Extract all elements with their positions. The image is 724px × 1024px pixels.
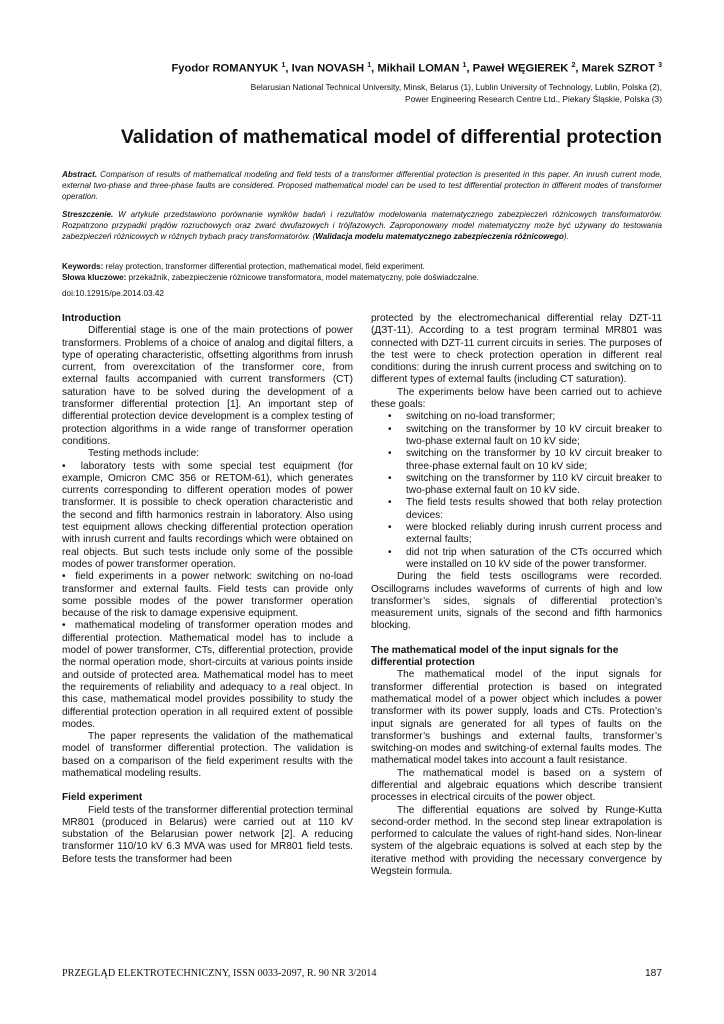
experiment-list xyxy=(371,411,662,571)
paragraph: Field tests of the transformer differential protection terminal MR801 (produced in Belarus) were carried out at 110 kV substation of the Belarusian power network [2]. A reducing transformer 110/10 kV 6.3 MVA was used for MR801 field tests. Before tests the transformer had been xyxy=(62,804,353,865)
affiliation-line: Belarusian National Technical University, Minsk, Belarus (1), Lublin University of Technology, Lublin, Polska (2), xyxy=(250,82,662,92)
doi: doi:10.12915/pe.2014.03.42 xyxy=(62,289,164,298)
author-name: Mikhail LOMAN xyxy=(377,62,460,75)
author-affiliation-mark: 2 xyxy=(571,62,576,69)
journal-citation: PRZEGLĄD ELEKTROTECHNICZNY, ISSN 0033-2097, R. 90 NR 3/2014 xyxy=(62,968,377,979)
keywords-text: relay protection, transformer differential protection, mathematical model, field experiment. xyxy=(105,262,425,271)
author-name: Paweł WĘGIEREK xyxy=(472,62,569,75)
keywords-label: Keywords: xyxy=(62,262,104,271)
author-name: Fyodor ROMANYUK xyxy=(171,62,279,75)
paragraph: The differential equations are solved by Runge-Kutta second-order method. In the second step linear extrapolation is performed to calculate the values of right-hand sides. Non-linear system of the algebraic equations is solved at each step by the iterative method with providing the necessary convergence by Wegstein formula. xyxy=(371,804,662,878)
author-affiliation-mark: 3 xyxy=(658,62,662,69)
streszczenie-text: W artykule przedstawiono porównanie wyników badań i rezultatów modelowania matematycznego zabezpieczeń różnicowych transformatorów. Rozpatrzono przypadki prądów rozruchowych oraz zwarć dwufazowych i trójfazowych. Zaproponowany model matematyczny może być używany do testowania zabezpieczeń różnicowych w różnych trybach pracy transformatorów. xyxy=(62,210,662,241)
slowa-kluczowe-line xyxy=(62,273,662,284)
author-affiliation-mark: 1 xyxy=(281,62,286,69)
list-item: • switching on the transformer by 10 kV circuit breaker to two-phase external fault on 10 kV side; xyxy=(371,424,662,449)
keywords-block xyxy=(62,262,662,284)
list-item: • were blocked reliably during inrush current process and external faults; xyxy=(371,522,662,547)
streszczenie xyxy=(62,210,662,243)
page-number: 187 xyxy=(645,968,662,979)
list-item: • switching on the transformer by 10 kV circuit breaker to three-phase external fault on 10 kV side; xyxy=(371,448,662,473)
section-heading-field-experiment: Field experiment xyxy=(62,792,143,804)
list-item: • The field tests results showed that both relay protection devices: xyxy=(371,497,662,522)
bullet-paragraph: • mathematical modeling of transformer operation modes and differential protection. Mathematical model has to include a model of power transformer, CTs, differential protection, provide the normal operation mode, short-circuits at various points inside and outside of protected area. Mathematical model has to meet the requirements of reliability and adequacy to a real object. In this case, mathematical model provides possibility to study the differential protection operation in all required extent of possible modes. xyxy=(62,620,353,730)
section-heading-introduction: Introduction xyxy=(62,313,121,324)
list-item: • did not trip when saturation of the CTs occurred which were installed on 10 kV side of the power transformer. xyxy=(371,547,662,572)
bullet-paragraph: • laboratory tests with some special test equipment (for example, Omicron CMC 356 or RETOM-61), which generates currents corresponding to different operation modes of power transformer. It is possible to check operation characteristic and the second and fifth harmonics restrain in laboratory. Also using test equipment allows checking differential protection operation with inrush current and faults recordings which were obtained on real objects. But such tests include only some of the possible modes of power transformer operation. xyxy=(62,460,353,570)
left-column xyxy=(62,313,353,866)
abstract xyxy=(62,170,662,203)
slowa-kluczowe-label: Słowa kluczowe: xyxy=(62,272,127,282)
author-name: Marek SZROT xyxy=(581,62,655,75)
abstract-label: Abstract. xyxy=(62,170,98,179)
list-item: • switching on no-load transformer; xyxy=(371,411,662,423)
paper-title: Validation of mathematical model of differential protection xyxy=(120,126,662,148)
paragraph: protected by the electromechanical differential relay DZT-11 (ДЗТ-11). According to a test program terminal MR801 was connected with DZT-11 current circuits in series. The purposes of the test were to check protection operation in different real conditions: during the inrush current process and switching on to different types of external faults (including CT saturation). xyxy=(371,313,662,386)
list-item: • switching on the transformer by 110 kV circuit breaker to two-phase external fault on 10 kV side. xyxy=(371,473,662,498)
streszczenie-label: Streszczenie. xyxy=(62,210,114,219)
paragraph: Testing methods include: xyxy=(88,448,200,460)
keywords-line xyxy=(62,262,662,273)
paragraph: Differential stage is one of the main protections of power transformers. Problems of a choice of analog and digital filters, a type of operating characteristic, offsetting algorithms from inrush current, from overexcitation of the transformer core, from external faults accompanied with current transformers (CT) saturation have to be solved during the development of a transformer differential protection [1]. An important step of differential protection device development is a complex testing of protection algorithms in a wide range of transformer operation conditions. xyxy=(62,325,353,447)
affiliation-line: Power Engineering Research Centre Ltd., Piekary Śląskie, Polska (3) xyxy=(405,94,662,104)
streszczenie-paren: ). xyxy=(563,231,569,241)
abstract-text: Comparison of results of mathematical modeling and field tests of a transformer differential protection is presented in this paper. An inrush current mode, external two-phase and three-phase faults are considered. Proposed mathematical model can be used to test differential protection in different modes of transformer operation. xyxy=(62,170,662,201)
section-heading-mathematical-model: The mathematical model of the input signals for the differential protection xyxy=(371,644,619,669)
author-list: Fyodor ROMANYUK $^1$, Ivan NOVASH $^1$, Mikhail LOMAN $^1$, Paweł WĘGIEREK $^2$, Marek SZROT $^3$ xyxy=(171,62,662,75)
streszczenie-paren: ( xyxy=(312,231,316,241)
bullet-paragraph: • field experiments in a power network: switching on no-load transformer and external faults. Field tests can provide only some possible modes of the power transformer operation because of the risk to damage expensive equipment. xyxy=(62,571,353,620)
paragraph: The mathematical model of the input signals for transformer differential protection is based on integrated mathematical model of a power object which includes a power transformer with its power supply, loads and CTs. Protection’s input signals are generated for all types of faults on the transformer’s bushings and external faults, transformer’s switching-on modes and switching-of external faults modes. The mathematical model takes into account a fault resistance. xyxy=(371,669,662,767)
paragraph: During the field tests oscillograms were recorded. Oscillograms includes waveforms of currents of high and low transformer’s sides, signals of differential protection’s measurement units, signals of the second and fifth harmonics blocking. xyxy=(371,571,662,632)
paragraph: The experiments below have been carried out to achieve these goals: xyxy=(371,386,662,411)
streszczenie-title: Walidacja modelu matematycznego zabezpieczenia różnicowego xyxy=(315,231,564,241)
affiliations xyxy=(251,81,662,105)
author-name: Ivan NOVASH xyxy=(291,62,365,75)
slowa-kluczowe-text: przekaźnik, zabezpieczenie różnicowe transformatora, model matematyczny, pole doświadczalne. xyxy=(128,272,479,282)
author-affiliation-mark: 1 xyxy=(462,62,467,69)
paragraph: The mathematical model is based on a system of differential and algebraic equations which describe transient processes in electrical circuits of the power object. xyxy=(371,767,662,804)
author-affiliation-mark: 1 xyxy=(367,62,372,69)
paragraph: The paper represents the validation of the mathematical model of transformer differential protection. The validation is based on a comparison of the field experiment results with the mathematical modeling results. xyxy=(62,731,353,779)
right-column xyxy=(371,313,662,878)
